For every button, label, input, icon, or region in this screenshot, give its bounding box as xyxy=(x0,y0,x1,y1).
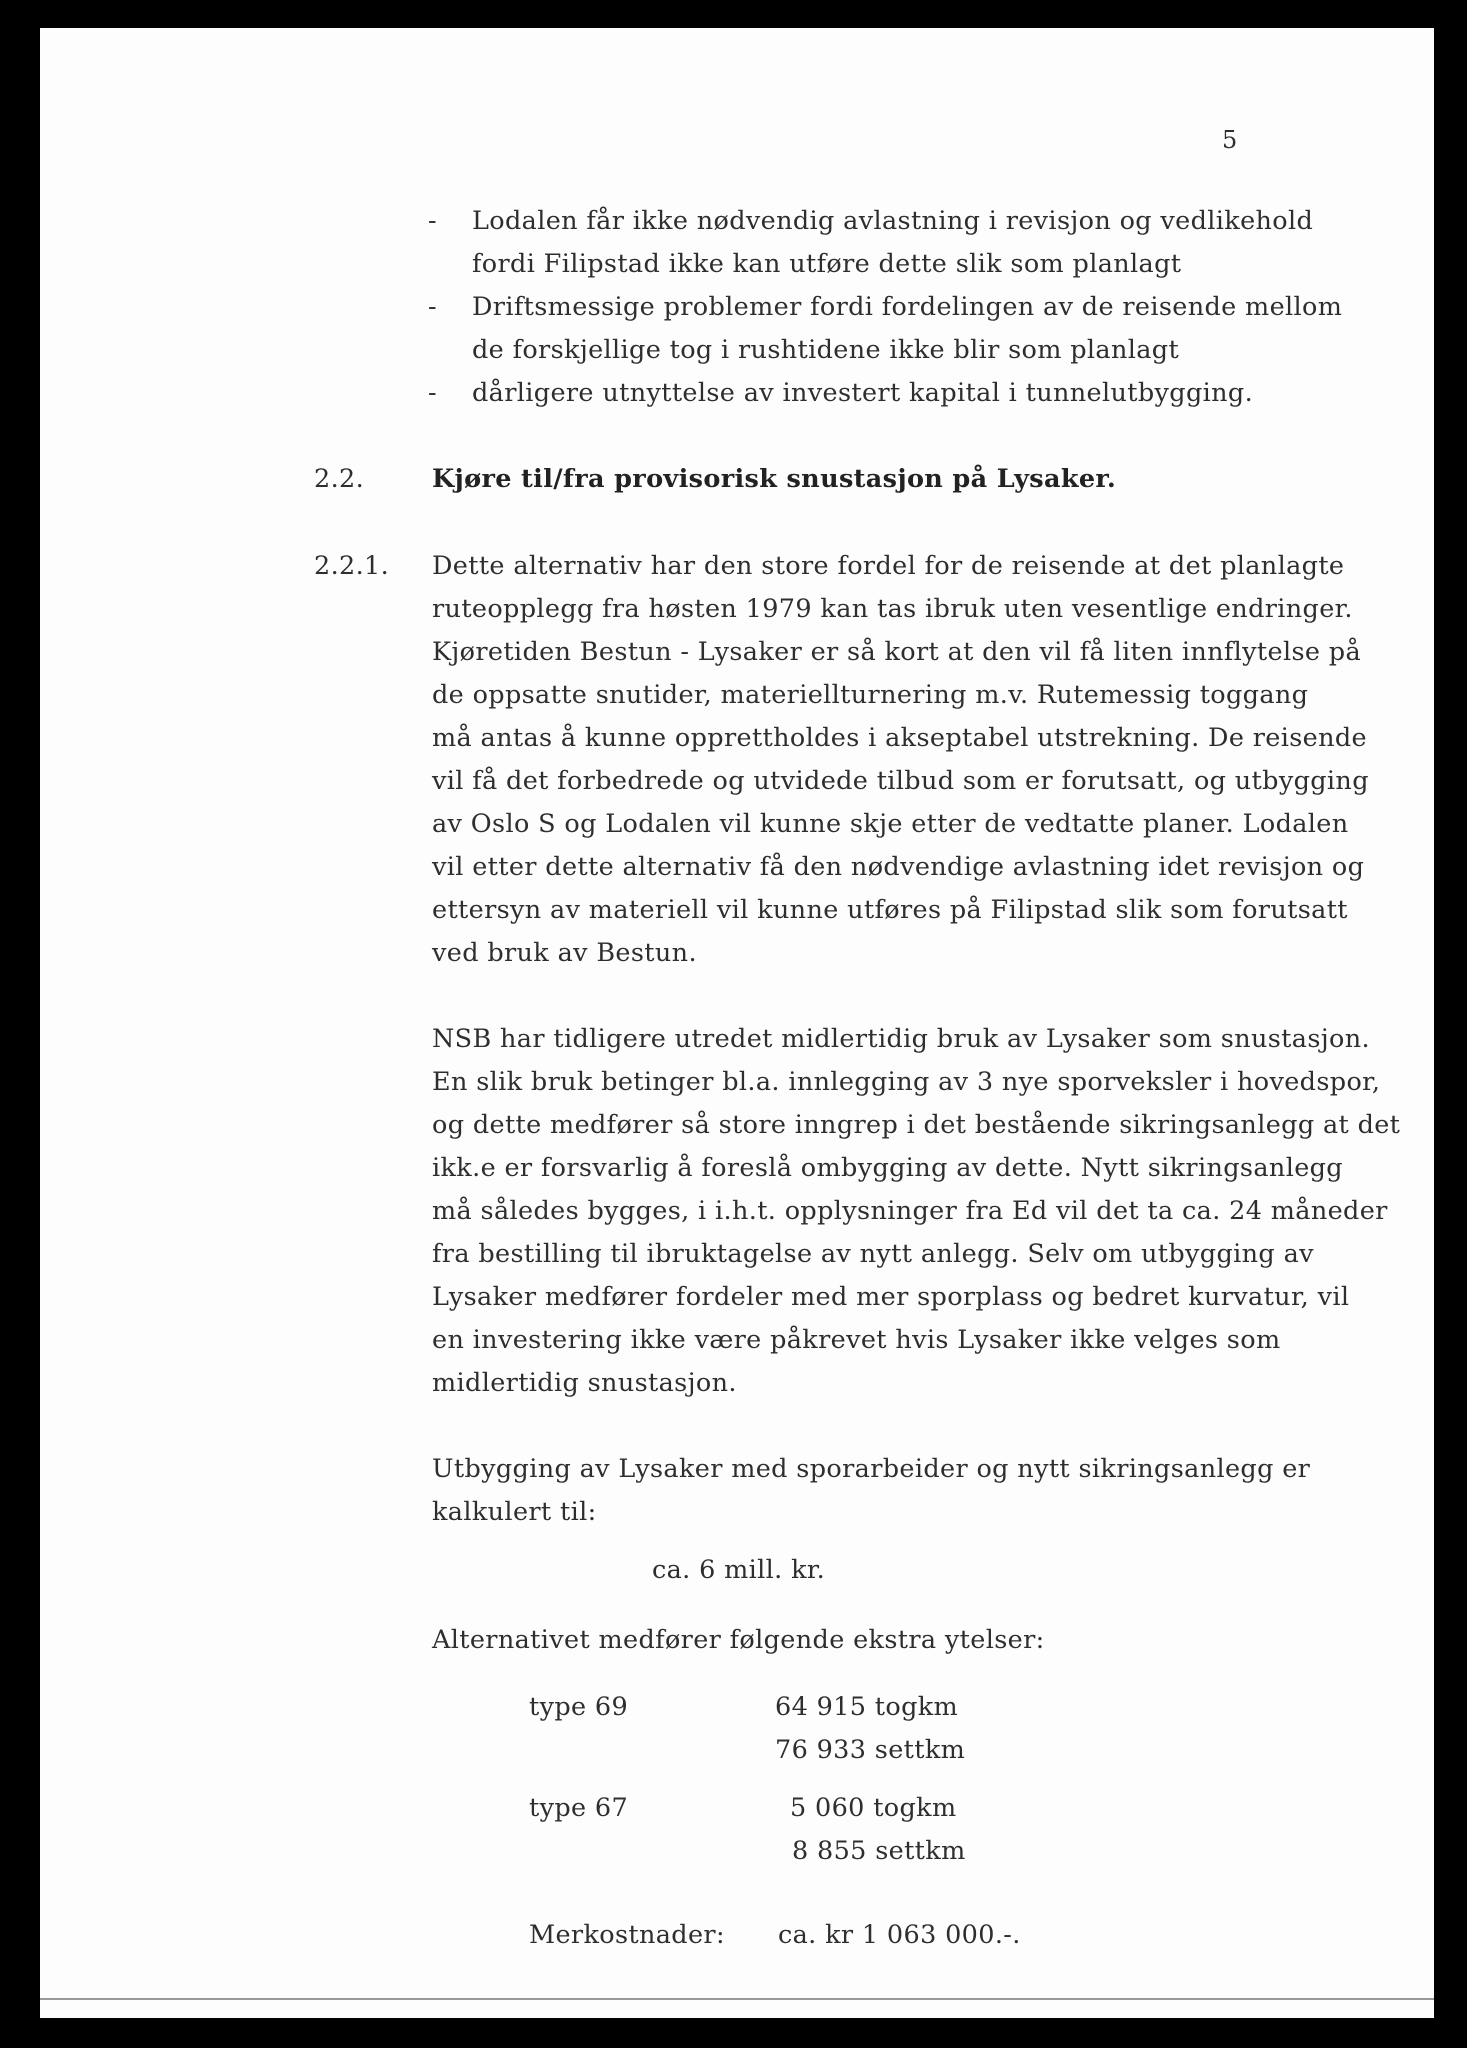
merkostnader-label: Merkostnader: xyxy=(529,1920,725,1950)
bullet-text-line: Lodalen får ikke nødvendig avlastning i revisjon og vedlikehold xyxy=(472,206,1314,236)
paragraph-line: fra bestilling til ibruktagelse av nytt anlegg. Selv om utbygging av xyxy=(432,1239,1314,1269)
paragraph-line: NSB har tidligere utredet midlertidig bruk av Lysaker som snustasjon. xyxy=(432,1024,1370,1054)
row-value: 64 915 togkm xyxy=(775,1692,959,1722)
bullet-text-line: Driftsmessige problemer fordi fordelingen av de reisende mellom xyxy=(472,292,1343,322)
merkostnader-value: ca. kr 1 063 000.-. xyxy=(778,1920,1021,1950)
paragraph-line: Dette alternativ har den store fordel for de reisende at det planlagte xyxy=(432,551,1345,581)
paragraph-line: ettersyn av materiell vil kunne utføres på Filipstad slik som forutsatt xyxy=(432,895,1348,925)
bullet-marker: - xyxy=(428,206,437,236)
paragraph-line: midlertidig snustasjon. xyxy=(432,1368,737,1398)
paragraph-line: vil etter dette alternativ få den nødvendige avlastning idet revisjon og xyxy=(432,852,1365,882)
bullet-text-line: de forskjellige tog i rushtidene ikke blir som planlagt xyxy=(472,335,1180,365)
paragraph-line: de oppsatte snutider, materiellturnering m.v. Rutemessig toggang xyxy=(432,680,1309,710)
subsection-number: 2.2.1. xyxy=(314,551,390,581)
extra-services-heading: Alternativet medfører følgende ekstra ytelser: xyxy=(432,1625,1045,1655)
row-value: 76 933 settkm xyxy=(775,1735,966,1765)
paragraph-line: av Oslo S og Lodalen vil kunne skje etter de vedtatte planer. Lodalen xyxy=(432,809,1349,839)
bottom-rule xyxy=(40,1998,1434,2000)
row-value: 8 855 settkm xyxy=(792,1836,966,1866)
bullet-text-line: dårligere utnyttelse av investert kapital i tunnelutbygging. xyxy=(472,378,1254,408)
paragraph-line: vil få det forbedrede og utvidede tilbud som er forutsatt, og utbygging xyxy=(432,766,1369,796)
section-number: 2.2. xyxy=(314,464,365,494)
paragraph-line: ikk.e er forsvarlig å foreslå ombygging av dette. Nytt sikringsanlegg xyxy=(432,1153,1343,1183)
paragraph-line: må således bygges, i i.h.t. opplysninger fra Ed vil det ta ca. 24 måneder xyxy=(432,1196,1388,1226)
paragraph-line: ruteopplegg fra høsten 1979 kan tas ibruk uten vesentlige endringer. xyxy=(432,594,1353,624)
bullet-marker: - xyxy=(428,292,437,322)
bullet-marker: - xyxy=(428,378,437,408)
paragraph-line: En slik bruk betinger bl.a. innlegging av 3 nye sporveksler i hovedspor, xyxy=(432,1067,1381,1097)
page-number: 5 xyxy=(1222,126,1238,154)
row-label: type 69 xyxy=(529,1692,629,1722)
paragraph-line: Utbygging av Lysaker med sporarbeider og nytt sikringsanlegg er xyxy=(432,1454,1311,1484)
row-label: type 67 xyxy=(529,1793,629,1823)
paragraph-line: Lysaker medfører fordeler med mer sporplass og bedret kurvatur, vil xyxy=(432,1282,1350,1312)
section-title: Kjøre til/fra provisorisk snustasjon på Lysaker. xyxy=(432,464,1117,494)
document-page xyxy=(40,28,1434,2018)
paragraph-line: kalkulert til: xyxy=(432,1497,597,1527)
bullet-text-line: fordi Filipstad ikke kan utføre dette slik som planlagt xyxy=(472,249,1182,279)
paragraph-line: Kjøretiden Bestun - Lysaker er så kort at den vil få liten innflytelse på xyxy=(432,637,1362,667)
paragraph-line: må antas å kunne opprettholdes i akseptabel utstrekning. De reisende xyxy=(432,723,1368,753)
row-value: 5 060 togkm xyxy=(790,1793,957,1823)
paragraph-line: en investering ikke være påkrevet hvis Lysaker ikke velges som xyxy=(432,1325,1281,1355)
paragraph-line: ved bruk av Bestun. xyxy=(432,938,697,968)
paragraph-line: og dette medfører så store inngrep i det bestående sikringsanlegg at det xyxy=(432,1110,1401,1140)
cost-value: ca. 6 mill. kr. xyxy=(652,1555,826,1585)
